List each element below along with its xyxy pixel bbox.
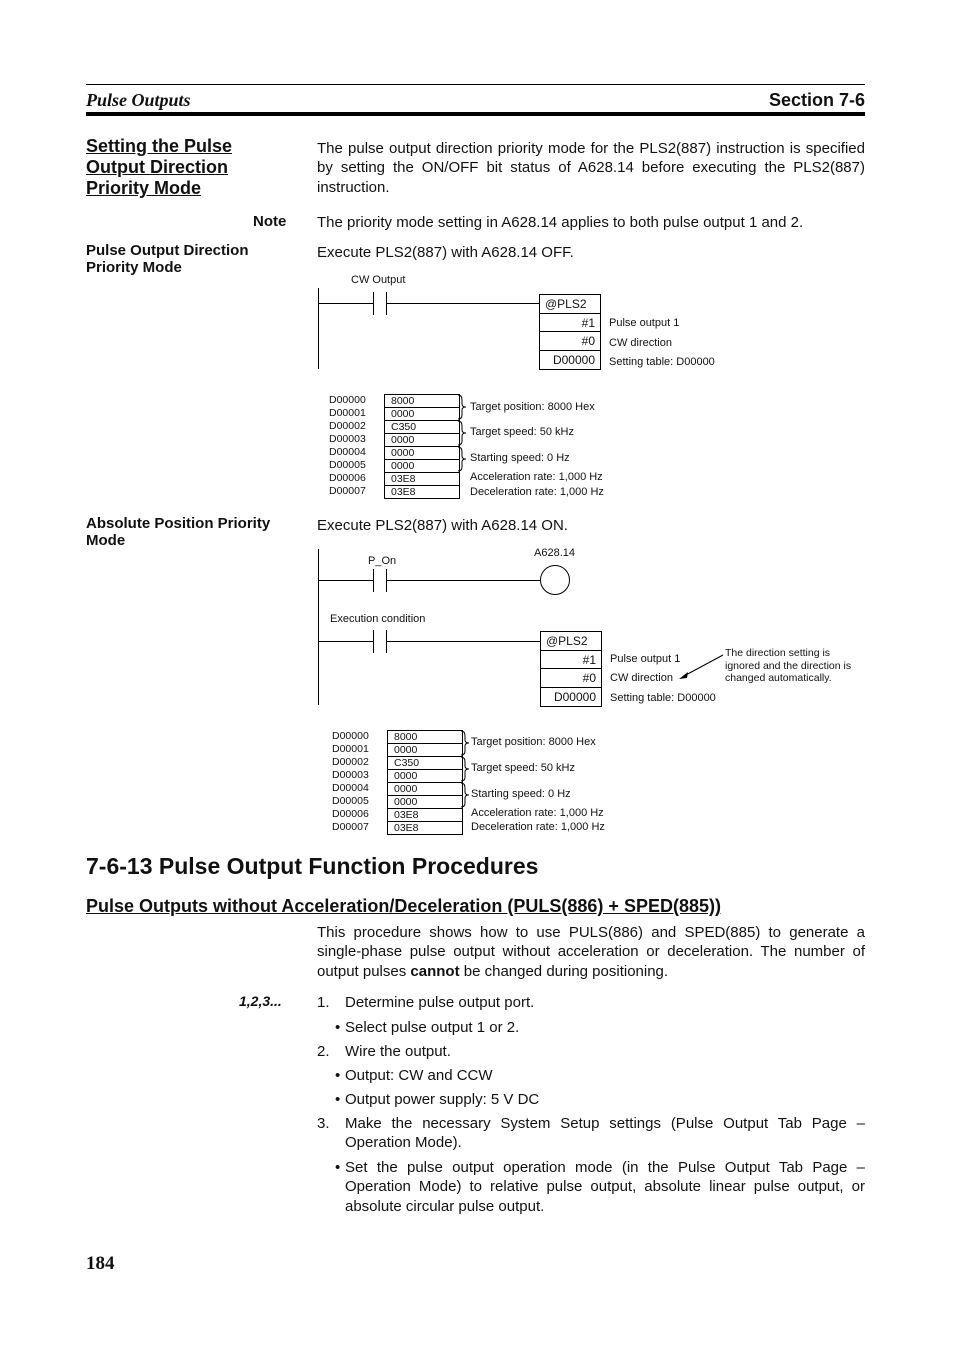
- pls2-instruction-block: [539, 294, 601, 370]
- table-value: 0000: [388, 783, 462, 796]
- page-number: 184: [86, 1253, 115, 1274]
- table-note: Starting speed: 0 Hz: [470, 452, 570, 464]
- list-item: Determine pulse output port.: [345, 994, 535, 1011]
- contact-bar-left: [373, 569, 374, 592]
- intro-text: This procedure shows how to use PULS(886) and SPED(885) to generate a single-phase pulse output without acceleration or deceleration. The number of output pulses: [317, 924, 865, 980]
- direction-mode-label: Pulse Output Direction Priority Mode: [86, 242, 249, 276]
- table-note: Target speed: 50 kHz: [470, 426, 574, 438]
- table-note: Starting speed: 0 Hz: [471, 788, 571, 800]
- instruction-operand: #0: [540, 332, 600, 351]
- contact-label: Execution condition: [330, 613, 426, 625]
- table-note: Acceleration rate: 1,000 Hz: [470, 471, 603, 483]
- header-top-rule: [86, 84, 865, 85]
- instruction-mnemonic: @PLS2: [541, 632, 601, 651]
- table-value: 8000: [385, 395, 459, 408]
- table-address: D00000: [332, 730, 369, 742]
- output-coil: [540, 565, 570, 595]
- instruction-note: Pulse output 1: [610, 653, 681, 665]
- rung-line: [386, 580, 540, 581]
- direction-mode-text: Execute PLS2(887) with A628.14 OFF.: [317, 244, 574, 261]
- table-address: D00004: [332, 782, 369, 794]
- table-braces: [456, 394, 470, 474]
- table-address: D00006: [329, 472, 366, 484]
- table-value: 03E8: [385, 473, 459, 486]
- contact-label: P_On: [368, 555, 397, 567]
- list-num: 2.: [317, 1043, 330, 1060]
- table-note: Deceleration rate: 1,000 Hz: [470, 486, 604, 498]
- absolute-mode-label: Absolute Position Priority Mode: [86, 515, 271, 549]
- table-address: D00001: [332, 743, 369, 755]
- table-note: Target position: 8000 Hex: [471, 736, 596, 748]
- instruction-note: CW direction: [609, 337, 672, 349]
- table-value: 0000: [385, 408, 459, 421]
- table-value: 03E8: [388, 809, 462, 822]
- rung-line: [318, 303, 373, 304]
- direction-callout: The direction setting is ignored and the direction is changed automatically.: [725, 647, 852, 684]
- instruction-operand: #0: [541, 669, 601, 688]
- setting-paragraph: The pulse output direction priority mode for the PLS2(887) instruction is specified by setting the ON/OFF bit status of A628.14 before executing the PLS2(887) instruction.: [317, 140, 865, 196]
- header-bottom-rule: [86, 112, 865, 116]
- table-address: D00007: [332, 821, 369, 833]
- coil-label: A628.14: [534, 547, 575, 559]
- instruction-note: Setting table: D00000: [609, 356, 715, 368]
- setting-table: [387, 730, 463, 835]
- setting-table: [384, 394, 460, 499]
- instruction-operand: #1: [540, 314, 600, 333]
- section-label: Section 7-6: [768, 90, 865, 110]
- table-note: Target position: 8000 Hex: [470, 401, 595, 413]
- table-addresses: [332, 730, 369, 834]
- rung-line: [386, 303, 540, 304]
- table-value: 03E8: [391, 486, 416, 498]
- table-note: Deceleration rate: 1,000 Hz: [471, 821, 605, 833]
- table-value: 0000: [388, 770, 462, 783]
- bullet: •: [335, 1091, 341, 1108]
- table-value: 0000: [388, 796, 462, 809]
- chapter-title: Pulse Outputs: [86, 90, 191, 110]
- contact-bar-left: [373, 630, 374, 653]
- intro-text: be changed during positioning.: [459, 962, 669, 980]
- rung-line: [318, 641, 373, 642]
- table-address: D00001: [329, 407, 366, 419]
- pls2-instruction-block: [540, 631, 602, 707]
- table-address: D00002: [332, 756, 369, 768]
- table-value: 0000: [385, 460, 459, 473]
- table-address: D00005: [329, 459, 366, 471]
- instruction-note: Pulse output 1: [609, 317, 680, 329]
- note-label: Note: [253, 213, 287, 230]
- left-bus-bar: [318, 288, 319, 369]
- table-address: D00000: [329, 394, 366, 406]
- rung-line: [318, 580, 373, 581]
- absolute-mode-text: Execute PLS2(887) with A628.14 ON.: [317, 517, 568, 534]
- table-address: D00002: [329, 420, 366, 432]
- table-value: 0000: [388, 744, 462, 757]
- contact-label: CW Output: [351, 274, 406, 286]
- callout-arrow: [676, 652, 726, 682]
- subsection-heading: Pulse Outputs without Acceleration/Deceleration (PULS(886) + SPED(885)): [86, 896, 721, 916]
- table-address: D00007: [329, 485, 366, 497]
- list-item: Set the pulse output operation mode (in the Pulse Output Tab Page – Operation Mode) to relative pulse output, absolute linear pulse output, or absolute circular pulse output.: [345, 1159, 865, 1215]
- table-value: C350: [385, 421, 459, 434]
- bullet: •: [335, 1067, 341, 1084]
- table-address: D00003: [332, 769, 369, 781]
- contact-bar-left: [373, 292, 374, 315]
- table-value: C350: [388, 757, 462, 770]
- instruction-operand: #1: [541, 651, 601, 670]
- steps-label: 1,2,3...: [239, 993, 282, 1009]
- table-addresses: [329, 394, 366, 498]
- list-item: Select pulse output 1 or 2.: [345, 1019, 520, 1036]
- left-bus-bar: [318, 549, 319, 705]
- bullet: •: [335, 1159, 341, 1176]
- instruction-operand: D00000: [552, 352, 595, 367]
- list-item: Make the necessary System Setup settings (Pulse Output Tab Page – Operation Mode).: [345, 1115, 865, 1152]
- table-note: Acceleration rate: 1,000 Hz: [471, 807, 604, 819]
- table-value: 0000: [385, 434, 459, 447]
- table-address: D00003: [329, 433, 366, 445]
- list-item: Output power supply: 5 V DC: [345, 1091, 540, 1108]
- list-item: Output: CW and CCW: [345, 1067, 493, 1084]
- instruction-note: CW direction: [610, 672, 673, 684]
- note-text: The priority mode setting in A628.14 applies to both pulse output 1 and 2.: [317, 214, 804, 231]
- rung-line: [386, 641, 541, 642]
- table-note: Target speed: 50 kHz: [471, 762, 575, 774]
- instruction-operand: D00000: [553, 689, 596, 704]
- table-value: 8000: [388, 731, 462, 744]
- section-heading: 7-6-13 Pulse Output Function Procedures: [86, 853, 539, 879]
- table-value: 03E8: [394, 822, 419, 834]
- setting-title: Setting the Pulse Output Direction Priority Mode: [86, 136, 233, 198]
- intro-bold: cannot: [410, 962, 460, 980]
- list-num: 3.: [317, 1115, 330, 1132]
- procedure-intro: [317, 923, 865, 981]
- instruction-note: Setting table: D00000: [610, 692, 716, 704]
- table-address: D00006: [332, 808, 369, 820]
- list-item: Wire the output.: [345, 1043, 451, 1060]
- table-address: D00004: [329, 446, 366, 458]
- instruction-mnemonic: @PLS2: [540, 295, 600, 314]
- bullet: •: [335, 1019, 341, 1036]
- list-num: 1.: [317, 994, 330, 1011]
- table-value: 0000: [385, 447, 459, 460]
- table-address: D00005: [332, 795, 369, 807]
